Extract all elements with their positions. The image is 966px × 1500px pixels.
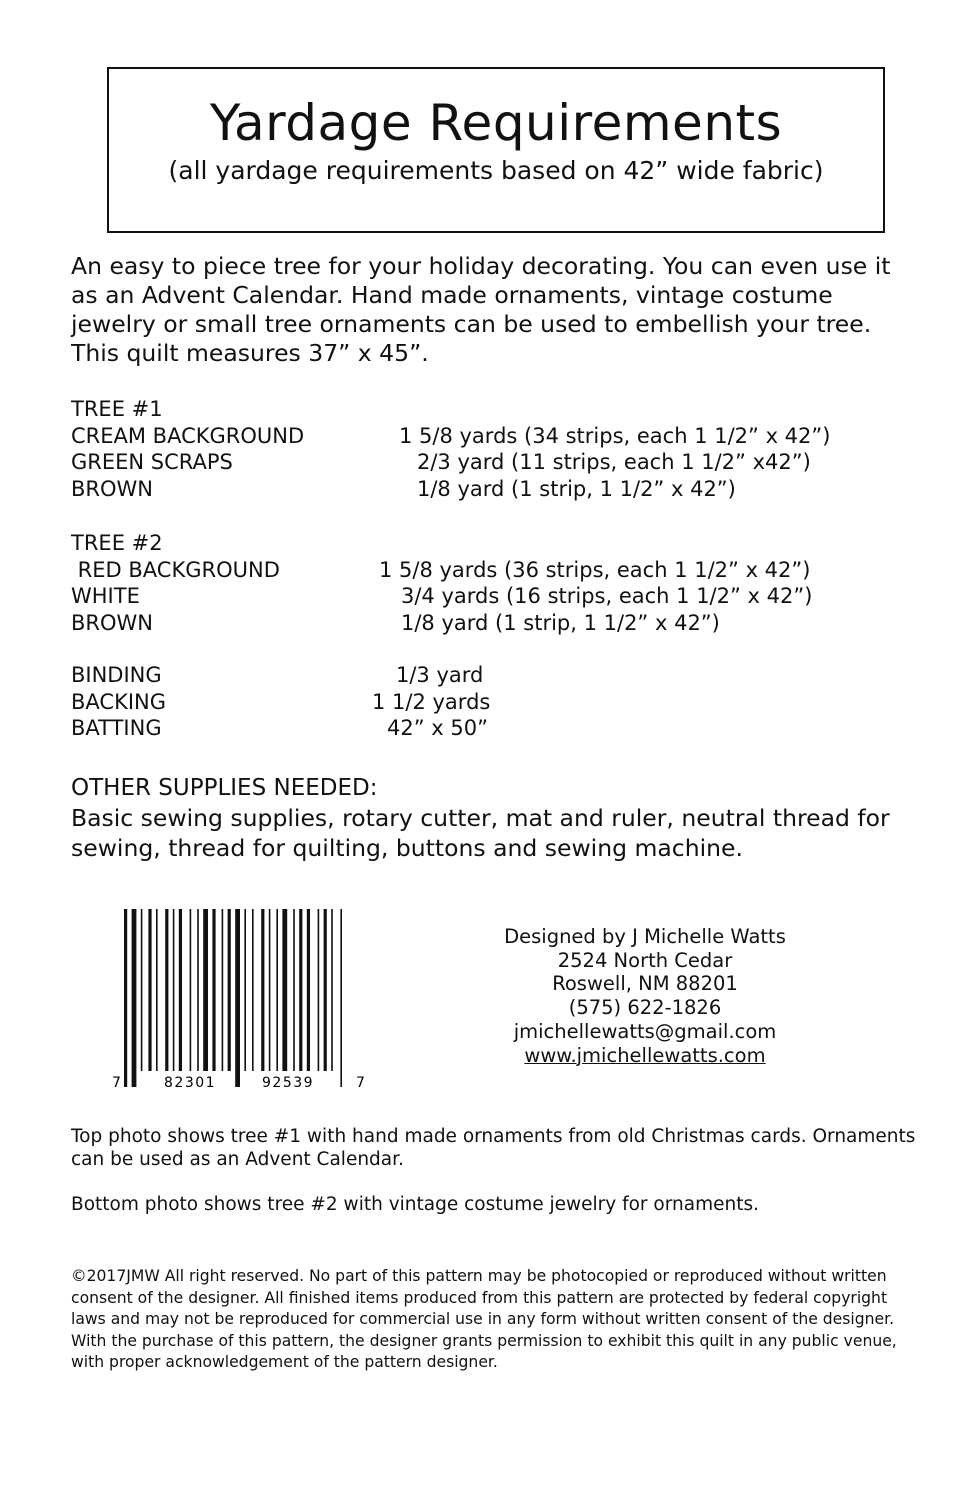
designer-street: 2524 North Cedar: [557, 948, 733, 972]
barcode-digit-left: 7: [112, 1075, 121, 1091]
tree2-value: 1/8 yard (1 strip, 1 1/2” x 42”): [401, 610, 720, 635]
title-box: [107, 67, 885, 233]
tree2-label: WHITE: [71, 584, 140, 608]
tree1-value: 2/3 yard (11 strips, each 1 1/2” x42”): [417, 450, 811, 474]
tree1-label: CREAM BACKGROUND: [71, 423, 305, 448]
designer-contact: [470, 925, 820, 1067]
intro-paragraph: An easy to piece tree for your holiday decorating. You can even use it as an Advent Calendar. Hand made ornaments, vintage costume jewelry or small tree ornaments can be used to embellish your tree. This quilt measures 37” x 45”.: [71, 252, 891, 367]
barcode-digits-group2: 92539: [262, 1075, 315, 1091]
tree2-label: RED BACKGROUND: [71, 557, 280, 582]
barcode-digit-right: 7: [356, 1075, 365, 1091]
copyright-notice: ©2017JMW All right reserved. No part of this pattern may be photocopied or reproduced without written consent of the designer. All finished items produced from this pattern are protected by federal copyright laws and may not be reproduced for commercial use in any form without written consent of the designer. With the purchase of this pattern, the designer grants permission to exhibit this quilt in any public venue, with proper acknowledgement of the pattern designer.: [71, 1267, 897, 1371]
finishing-value: 1 1/2 yards: [372, 689, 491, 714]
designer-name: Designed by J Michelle Watts: [504, 925, 786, 948]
tree2-value: 1 5/8 yards (36 strips, each 1 1/2” x 42”): [379, 557, 811, 582]
tree1-value: 1/8 yard (1 strip, 1 1/2” x 42”): [417, 476, 736, 501]
photo-note-bottom: Bottom photo shows tree #2 with vintage costume jewelry for ornaments.: [71, 1194, 759, 1215]
finishing-value: 1/3 yard: [396, 663, 484, 687]
page-title: Yardage Requirements: [209, 94, 783, 152]
page-subtitle: (all yardage requirements based on 42” wide fabric): [168, 156, 824, 185]
other-supplies-text: Basic sewing supplies, rotary cutter, mat and ruler, neutral thread for sewing, thread for quilting, buttons and sewing machine.: [71, 804, 890, 862]
designer-email[interactable]: jmichellewatts@gmail.com: [513, 1019, 777, 1043]
photo-note-top: Top photo shows tree #1 with hand made ornaments from old Christmas cards. Ornaments can be used as an Advent Calendar.: [71, 1126, 916, 1170]
designer-website-link[interactable]: www.jmichellewatts.com: [524, 1043, 766, 1067]
finishing-label: BATTING: [71, 716, 162, 740]
tree2-label: BROWN: [71, 610, 154, 635]
tree2-heading: TREE #2: [71, 531, 163, 555]
finishing-value: 42” x 50”: [387, 716, 488, 740]
tree1-value: 1 5/8 yards (34 strips, each 1 1/2” x 42”): [399, 423, 831, 448]
designer-city: Roswell, NM 88201: [552, 972, 738, 996]
finishing-label: BACKING: [71, 689, 167, 714]
tree1-label: BROWN: [71, 476, 154, 501]
barcode: [110, 905, 370, 1095]
designer-phone: (575) 622-1826: [568, 996, 722, 1020]
tree1-heading: TREE #1: [71, 397, 163, 421]
barcode-digits-group1: 82301: [164, 1075, 217, 1091]
other-supplies-heading: OTHER SUPPLIES NEEDED:: [71, 775, 378, 801]
tree2-value: 3/4 yards (16 strips, each 1 1/2” x 42”): [401, 584, 813, 608]
finishing-label: BINDING: [71, 663, 162, 687]
tree1-label: GREEN SCRAPS: [71, 450, 233, 474]
